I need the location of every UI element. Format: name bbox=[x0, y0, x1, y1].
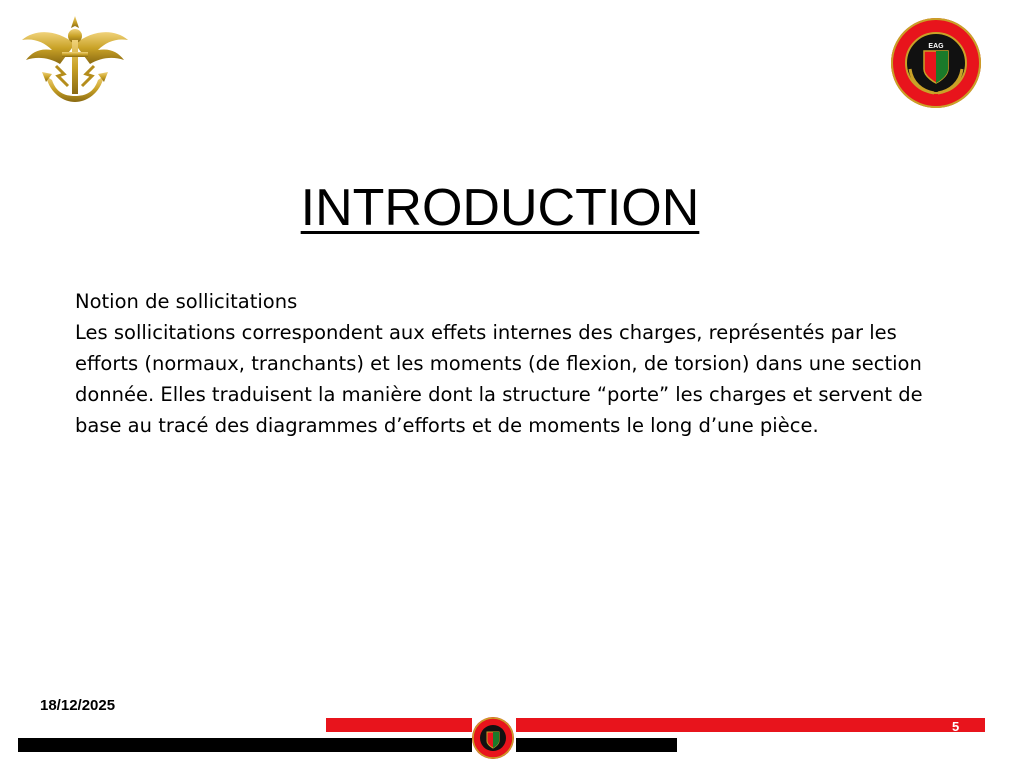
slide-body bbox=[75, 286, 955, 441]
slide-date: 18/12/2025 bbox=[40, 697, 116, 714]
slide-title bbox=[0, 178, 1000, 238]
slide-title-text: INTRODUCTION bbox=[300, 179, 700, 237]
page-number: 5 bbox=[952, 719, 960, 734]
body-paragraph: Les sollicitations correspondent aux effets internes des charges, représentés par les efforts (normaux, tranchants) et les moments (de flexion, de torsion) dans une section donnée. Elles traduisent la manière dont la structure “porte” les charges et servent de base au tracé des diagrammes d’efforts et de moments le long d’une pièce. bbox=[75, 321, 923, 437]
footer-black-bar-left bbox=[18, 738, 472, 752]
engineer-anchor-emblem-icon bbox=[18, 14, 132, 110]
school-crest-icon bbox=[890, 17, 982, 109]
section-subtitle: Notion de sollicitations bbox=[75, 290, 298, 313]
svg-text:EAG: EAG bbox=[928, 43, 944, 50]
footer-red-bar-right bbox=[516, 718, 985, 732]
footer-crest-icon bbox=[471, 716, 515, 760]
footer-red-bar-left bbox=[326, 718, 472, 732]
footer-black-bar-right bbox=[516, 738, 677, 752]
